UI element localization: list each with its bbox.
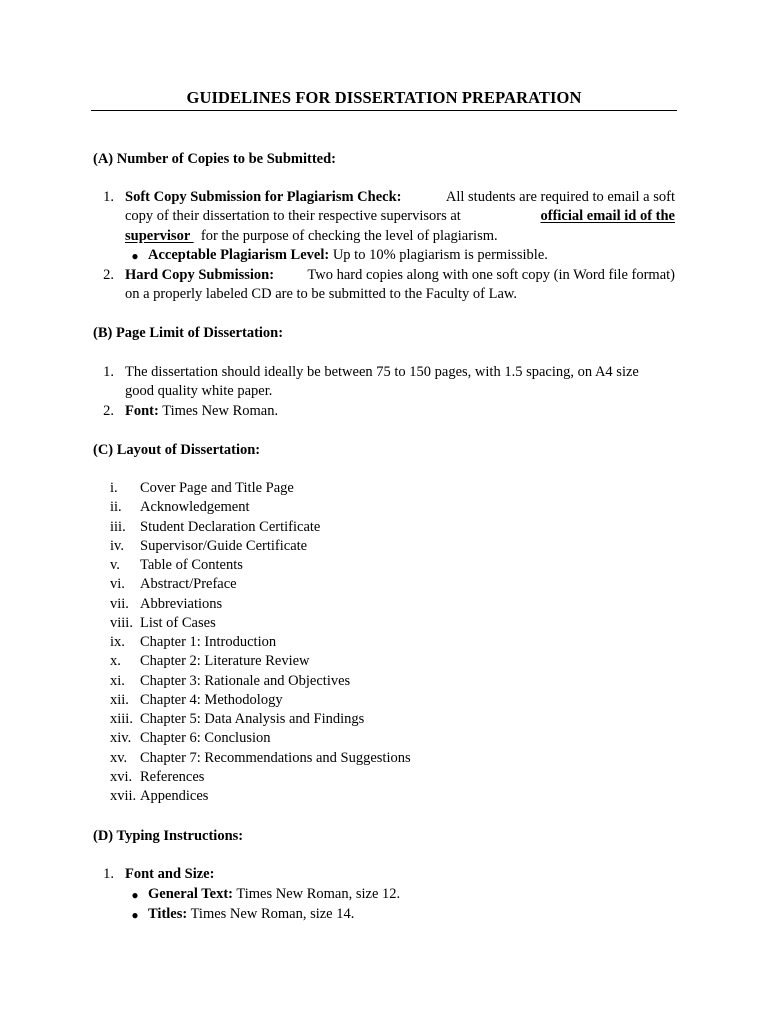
layout-item-number: x. — [110, 653, 121, 669]
layout-item-number: v. — [110, 557, 120, 573]
hard-copy-label: Hard Copy Submission: — [125, 267, 275, 283]
section-d-heading: (D) Typing Instructions: — [93, 828, 244, 844]
section-a-item1-line2 — [125, 208, 675, 225]
layout-item-number: ii. — [110, 499, 122, 515]
layout-item-number: viii. — [110, 615, 133, 631]
layout-item-number: i. — [110, 480, 118, 496]
titles-bullet — [148, 906, 354, 923]
layout-item: Abbreviations — [140, 596, 223, 612]
font-label: Font: — [125, 403, 159, 419]
layout-item: Chapter 2: Literature Review — [140, 653, 310, 669]
section-a-item1-line1 — [125, 189, 675, 206]
layout-item: Appendices — [140, 788, 209, 804]
layout-item-number: xii. — [110, 692, 129, 708]
layout-item: Chapter 4: Methodology — [140, 692, 283, 708]
section-a-item1-line3 — [125, 228, 498, 245]
font-text: Times New Roman. — [162, 403, 279, 419]
layout-item-number: xv. — [110, 750, 128, 766]
page-limit-text-line1: The dissertation should ideally be between 75 to 150 pages, with 1.5 spacing, on A4 size — [125, 364, 639, 380]
hard-copy-text-line2: on a properly labeled CD are to be submitted to the Faculty of Law. — [125, 286, 518, 302]
layout-item-number: xiii. — [110, 711, 133, 727]
layout-item-number: xvi. — [110, 769, 133, 785]
page-title: GUIDELINES FOR DISSERTATION PREPARATION — [186, 88, 582, 107]
section-a-item2-number: 2. — [103, 267, 114, 283]
title-divider — [91, 110, 677, 111]
layout-item: Chapter 5: Data Analysis and Findings — [140, 711, 365, 727]
section-b-item1-number: 1. — [103, 364, 114, 380]
layout-item: Abstract/Preface — [140, 576, 237, 592]
font-and-size-label: Font and Size: — [125, 866, 215, 882]
font-line — [125, 403, 278, 420]
titles-value: Times New Roman, size 14. — [190, 906, 355, 922]
layout-item-number: ix. — [110, 634, 125, 650]
soft-copy-text-line3: for the purpose of checking the level of plagiarism. — [200, 228, 498, 244]
section-a-item1-number: 1. — [103, 189, 114, 205]
layout-item: Chapter 6: Conclusion — [140, 730, 271, 746]
bullet-dot: ● — [131, 908, 139, 922]
general-text-bullet — [148, 886, 400, 903]
layout-item: List of Cases — [140, 615, 216, 631]
plagiarism-level-text: Up to 10% plagiarism is permissible. — [332, 247, 548, 263]
page-limit-text-line2: good quality white paper. — [125, 383, 273, 399]
titles-label: Titles: — [148, 906, 188, 922]
section-d-item1-number: 1. — [103, 866, 114, 882]
layout-item: Cover Page and Title Page — [140, 480, 294, 496]
layout-item: Chapter 1: Introduction — [140, 634, 277, 650]
supervisor-email-part2: supervisor — [125, 228, 194, 244]
soft-copy-text-line1: All students are required to email a soft — [445, 189, 675, 205]
soft-copy-label: Soft Copy Submission for Plagiarism Check: — [125, 189, 402, 205]
section-a-item2-line1 — [125, 267, 675, 284]
layout-item: Supervisor/Guide Certificate — [140, 538, 308, 554]
layout-item: References — [140, 769, 205, 785]
layout-item-number: xi. — [110, 673, 125, 689]
general-text-value: Times New Roman, size 12. — [236, 886, 401, 902]
section-a-heading: (A) Number of Copies to be Submitted: — [93, 151, 337, 167]
layout-item: Chapter 3: Rationale and Objectives — [140, 673, 351, 689]
layout-item: Acknowledgement — [140, 499, 250, 515]
section-c-heading: (C) Layout of Dissertation: — [93, 442, 261, 458]
soft-copy-text-line2: copy of their dissertation to their respective supervisors at — [125, 208, 461, 224]
layout-item-number: vi. — [110, 576, 125, 592]
section-b-item2-number: 2. — [103, 403, 114, 419]
supervisor-email-part1: official email id of the — [540, 208, 675, 224]
hard-copy-text-line1: Two hard copies along with one soft copy (in Word file format) — [307, 267, 675, 283]
section-b-heading: (B) Page Limit of Dissertation: — [93, 325, 284, 341]
bullet-dot: ● — [131, 888, 139, 902]
layout-item-number: vii. — [110, 596, 129, 612]
bullet-dot: ● — [131, 249, 139, 263]
plagiarism-level-bullet — [148, 247, 548, 264]
layout-item-number: xiv. — [110, 730, 132, 746]
layout-item-number: iv. — [110, 538, 124, 554]
page-limit-line1 — [125, 364, 675, 381]
general-text-label: General Text: — [148, 886, 233, 902]
layout-item-number: xvii. — [110, 788, 137, 804]
layout-item: Chapter 7: Recommendations and Suggestions — [140, 750, 411, 766]
layout-item: Table of Contents — [140, 557, 243, 573]
layout-item-number: iii. — [110, 519, 126, 535]
plagiarism-level-label: Acceptable Plagiarism Level: — [148, 247, 330, 263]
layout-item: Student Declaration Certificate — [140, 519, 321, 535]
